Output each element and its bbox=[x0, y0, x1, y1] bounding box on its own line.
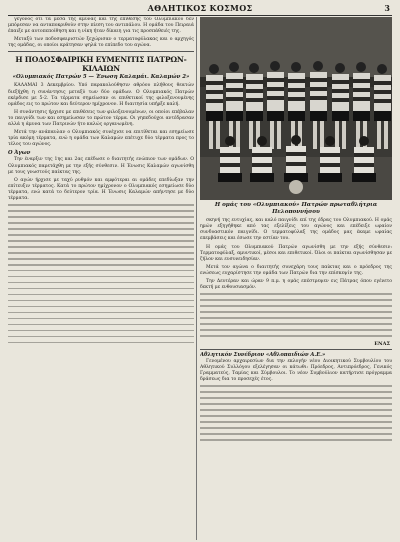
article-headline: Η ΠΟΔΟΣΦΑΙΡΙΚΗ ΕΥΜΕΝΙΤΙΣ ΠΑΤΡΩΝ-ΚΙΛΑΙΩΝ bbox=[15, 55, 187, 74]
illegible-text-block bbox=[8, 204, 194, 343]
article-paragraph: Την έναρξιν της 1ης και 2ας επέδωσε ο διαιτητής ενώπιον των ομάδων. Ο Ολυμπιακός παρετάχθη με την εξής σύνθεσιν. Η Ένωσις Καλαμών αγωνίσθη με τους γνωστούς παίκτας της. bbox=[8, 157, 194, 175]
article-paragraph: Την Δευτέραν και ώραν 9 π.μ. η ομάς επέστρεψεν εις Πάτρας όπου εγένετο δεκτή με ενθουσιασμόν. bbox=[200, 279, 392, 291]
section-subheading: Ο Άγων bbox=[8, 150, 31, 157]
article-paragraph: Η συνάντησις ήρχισε με επιθέσεις των φιλοξενουμένων, οι οποίοι επέβαλαν το παιγνίδι των και εσημείωσαν το πρώτον τέρμα. Οι γηπεδούχοι αντέδρασαν αλλά η άμυνα των Πατρινών ήτο καλώς οργανωμένη. bbox=[8, 109, 194, 128]
page-number: 3 bbox=[384, 3, 390, 13]
article-paragraph: σκηνή της ευτυχίας, και καλό παιγνίδι επί της έδρας του Ολυμπιακού. Η ομάς ημών εξηγήθηκε από τας εξελίξεις του αγώνος και επέδειξε ωραίον συνδυαστικόν παιγνίδι. Ο τερματοφύλαξ της ομάδος μας έκαμε ωραίας επεμβάσεις και έσωσε την εστίαν του. bbox=[200, 218, 392, 242]
intro-paragraph-2: Μεταξύ των ποδοσφαιριστών ξεχώρισαν ο τερματοφύλακας και ο αρχηγός της ομάδας, οι οποίοι κράτησαν ψηλά το επίπεδο του αγώνα. bbox=[8, 37, 194, 49]
section-rule bbox=[8, 51, 194, 52]
photo-caption: Η ομάς του «Ολυμπιακού» Πατρών πρωταθλήτρια Πελοποννήσου bbox=[214, 202, 378, 215]
intro-paragraph: γεγονός ότι τα μέσα της άμυνας και της επίθεσης του Ολυμπιακού δεν μπόρεσαν να ανταποκριθούν στην πίεση του αντιπάλου. Η ομάδα του Πειραιά έπαιξε με αυτοπεποίθηση και η νίκη ήταν δίκαιη για τις προσπάθειές της. bbox=[8, 17, 194, 35]
left-column bbox=[8, 17, 194, 540]
article-paragraph: Η ομάς του Ολυμπιακού Πατρών αγωνίσθη με την εξής σύνθεσιν: Τερματοφύλαξ, αμυντικοί, μέσοι και επιθετικοί. Όλοι οι παίκται αγωνίσθησαν με ζήλον και ευσυνειδησίαν. bbox=[200, 244, 392, 262]
article-subheadline: «Ολυμπιακός Πατρών 5 — Ένωση Καλαμάι. Καλαμών 2» bbox=[12, 74, 190, 81]
page-header bbox=[8, 3, 392, 16]
illegible-text-block bbox=[200, 293, 392, 336]
notice-title: Αθλητικόν Συνέδριον «Αθλοπαιδιών Α.Ε.» bbox=[200, 352, 326, 359]
article-paragraph: ΚΑΛΑΜΑΙ 3 Δεκεμβρίου. Υπό παρακολούθησιν αθρόου πλήθους θεατών διεξήχθη η συνάντησις μεταξύ των δύο ομάδων. Ο Ολυμπιακός Πατρών εκέρδισε με 5-2. Τα τέρματα σημείωσαν οι επιθετικοί της φιλοξενουμένης ομάδος εις το πρώτον και δεύτερον ημίχρονον. Η διαιτησία υπήρξε καλή. bbox=[8, 83, 194, 107]
notice-paragraph: Γενομένου αρχαιρεσίων δια την εκλογήν νέου Διοικητικού Συμβουλίου του Αθλητικού Συλλόγου εξελέγησαν οι κάτωθι: Πρόεδρος, Αντιπρόεδρος, Γενικός Γραμματεύς, Ταμίας και Σύμβουλοι. Το νέον Συμβούλιον κατήρτισε πρόγραμμα δράσεως δια το προσεχές έτος. bbox=[200, 359, 392, 383]
football bbox=[289, 180, 303, 194]
author-signature: ΕΝΑΣ bbox=[374, 341, 390, 348]
team-photo bbox=[200, 17, 392, 200]
right-column bbox=[200, 17, 392, 540]
columns bbox=[8, 17, 392, 540]
section-rule bbox=[200, 349, 392, 350]
article-paragraph: Ο αγών ήρχισε με ταχύ ρυθμόν και αμφότεραι αι ομάδες επεδίωξαν την επίτευξιν τέρματος. Κατά το πρώτον ημίχρονον ο Ολυμπιακός εσημείωσε δύο τέρματα, ενώ κατά το δεύτερον τρία. Η Ένωσις Καλαμών απήντησε με δύο τέρματα. bbox=[8, 177, 194, 201]
newspaper-title: ΑΘΛΗΤΙΚΟΣ ΚΟΣΜΟΣ bbox=[147, 3, 253, 13]
illegible-text-block bbox=[200, 385, 392, 440]
team-photo-image bbox=[200, 17, 392, 200]
article-paragraph: Μετά τον αγώνα ο διαιτητής συνεχάρη τους παίκτας και ο πρόεδρος της ενώσεως ευχαρίστησε την ομάδα των Πατρών δια την επίσκεψίν της. bbox=[200, 264, 392, 276]
article-paragraph: Μετά την ανάπαυλαν ο Ολυμπιακός συνέχισε να επιτίθεται και εσημείωσε τρία ακόμη τέρματα, ενώ η ομάδα των Καλαμών επέτυχε δύο τέρματα προς το τέλος του αγώνος. bbox=[8, 130, 194, 148]
column-divider bbox=[196, 17, 197, 540]
